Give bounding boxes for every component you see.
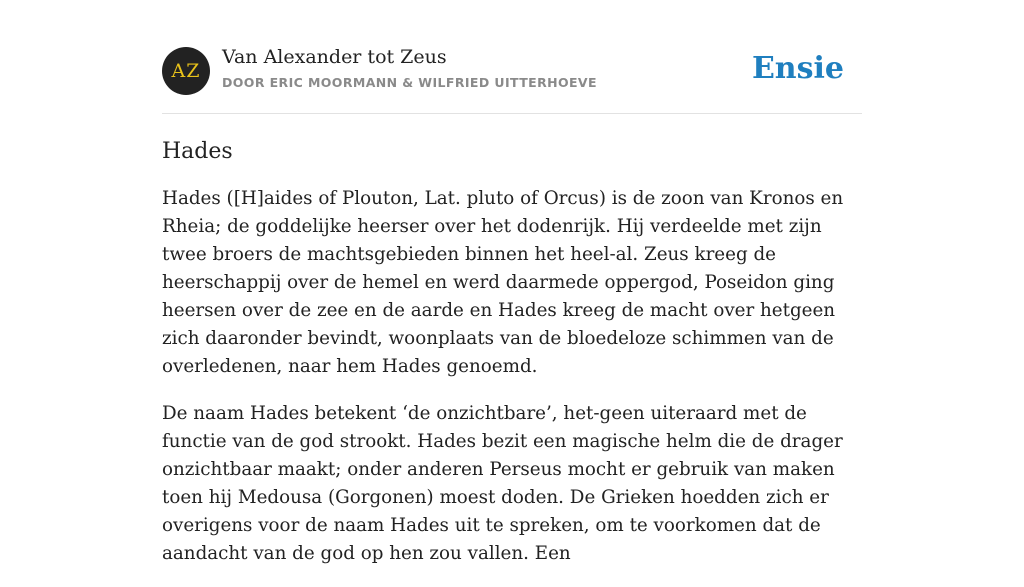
- header-divider: [162, 113, 862, 114]
- avatar-initials: AZ: [171, 60, 201, 82]
- article-paragraph: Hades ([H]aides of Plouton, Lat. pluto of Orcus) is de zoon van Kronos en Rheia; de goddelijke heerser over het dodenrijk. Hij verdeelde met zijn twee broers de machtsgebieden binnen het heel-al. Zeus kreeg de heerschappij over de hemel en werd daarmede oppergod, Poseidon ging heersen over de zee en de aarde en Hades kreeg de macht over hetgeen zich daaronder bevindt, woonplaats van de bloedeloze schimmen van de overledenen, naar hem Hades genoemd.: [162, 188, 844, 377]
- book-header: [162, 46, 862, 96]
- entry-title: Hades: [162, 139, 233, 164]
- article-content: [162, 139, 867, 587]
- article-paragraph: De naam Hades betekent ‘de onzichtbare’, het-geen uiteraard met de functie van de god strookt. Hades bezit een magische helm die de drager onzichtbaar maakt; onder anderen Perseus mocht er gebruik van maken toen hij Medousa (Gorgonen) moest doden. De Grieken hoedden zich er overigens voor de naam Hades uit te spreken, om te voorkomen dat de aandacht van de god op hen zou vallen. Een: [162, 403, 843, 564]
- brand-logo[interactable]: Ensie: [751, 51, 844, 86]
- book-avatar[interactable]: [162, 47, 210, 95]
- book-title[interactable]: Van Alexander tot Zeus: [222, 46, 447, 68]
- book-byline: DOOR ERIC MOORMANN & WILFRIED UITTERHOEVE: [222, 75, 597, 90]
